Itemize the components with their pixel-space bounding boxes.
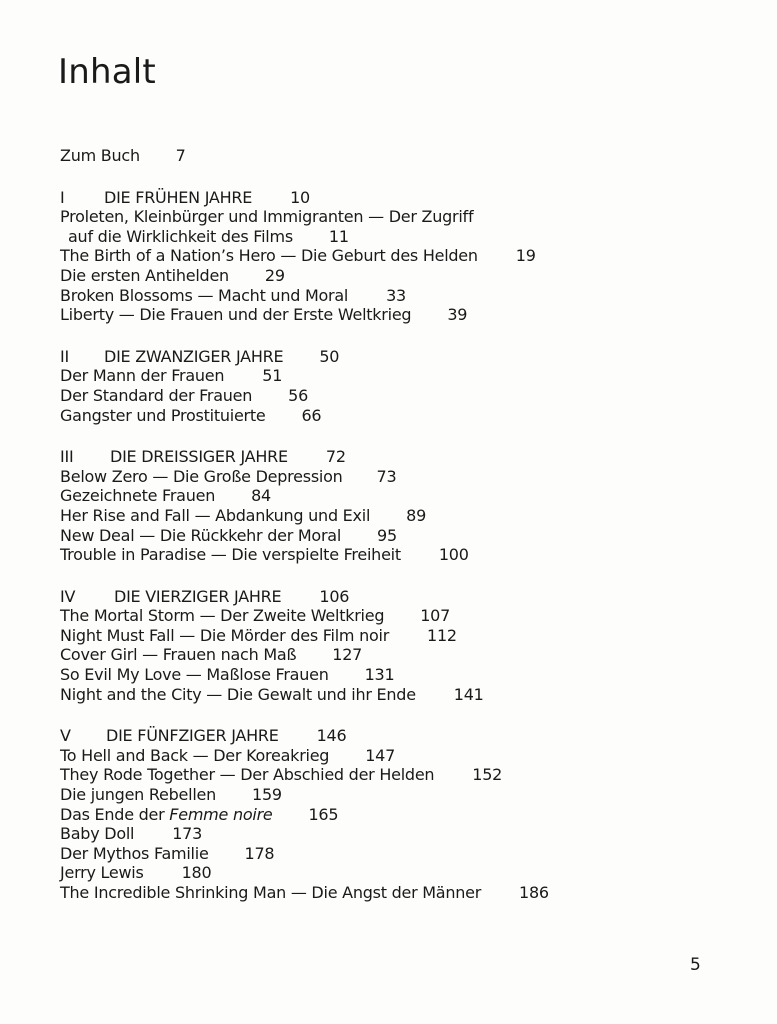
section-title: DIE FÜNFZIGER JAHRE bbox=[106, 726, 279, 746]
toc-section-heading bbox=[60, 347, 760, 367]
toc-entry-page: 186 bbox=[519, 883, 549, 902]
toc-entry bbox=[60, 406, 760, 426]
toc-entry bbox=[60, 286, 760, 306]
toc-entry-label: Gezeichnete Frauen bbox=[60, 486, 216, 506]
toc-entry-label-italic: Femme noire bbox=[169, 804, 273, 824]
section-title: DIE DREISSIGER JAHRE bbox=[110, 447, 288, 467]
section-page: 72 bbox=[325, 447, 346, 467]
toc-entry bbox=[60, 305, 760, 325]
toc-entry bbox=[60, 746, 760, 766]
toc-entry bbox=[60, 545, 760, 565]
toc-entry-label: The Incredible Shrinking Man — Die Angst der Männer bbox=[60, 883, 482, 902]
toc-entry-page: 165 bbox=[308, 804, 339, 824]
section-number: V bbox=[60, 726, 71, 746]
toc-entry bbox=[60, 467, 760, 487]
toc-entry-label: Baby Doll bbox=[60, 824, 135, 844]
toc-entry-page: 112 bbox=[427, 625, 457, 645]
section-number: III bbox=[60, 447, 74, 467]
toc-entry-label: Her Rise and Fall — Abdankung und Exil bbox=[60, 505, 371, 525]
toc-entry-page: 73 bbox=[376, 466, 397, 486]
toc-entry-label: The Birth of a Nation’s Hero — Die Geburt des Helden bbox=[60, 246, 478, 266]
toc-entry-page: 100 bbox=[438, 545, 469, 565]
toc-section-heading bbox=[60, 447, 760, 467]
toc-entry-label: Der Standard der Frauen bbox=[60, 385, 253, 405]
toc-entry bbox=[60, 765, 760, 785]
section-page: 10 bbox=[290, 187, 310, 207]
toc-entry-label: Zum Buch bbox=[60, 146, 140, 165]
toc-entry-label: Proleten, Kleinbürger und Immigranten — Der Zugriff bbox=[60, 207, 474, 227]
toc-entry-page: 178 bbox=[244, 843, 275, 863]
toc-entry-label: Cover Girl — Frauen nach Maß bbox=[60, 645, 297, 665]
toc-entry bbox=[60, 506, 760, 526]
toc-entry bbox=[60, 606, 760, 626]
toc-entry-label: Die ersten Antihelden bbox=[60, 265, 229, 285]
toc-entry-page: 89 bbox=[406, 505, 427, 525]
toc-entry-page: 39 bbox=[447, 305, 468, 325]
toc-entry-page: 66 bbox=[301, 405, 322, 425]
toc-entry-page: 84 bbox=[251, 486, 271, 506]
toc-entry-label: auf die Wirklichkeit des Films bbox=[68, 226, 293, 246]
toc-entry-page: 51 bbox=[262, 366, 283, 386]
section-title: DIE VIERZIGER JAHRE bbox=[114, 586, 282, 606]
toc-entry bbox=[60, 645, 760, 665]
toc-entry bbox=[60, 863, 760, 883]
toc-entry bbox=[60, 366, 760, 386]
toc-section-heading bbox=[60, 188, 760, 208]
section-number: IV bbox=[60, 586, 76, 606]
toc-entry-page: 19 bbox=[515, 246, 536, 266]
toc-entry bbox=[60, 665, 760, 685]
toc-entry-label: New Deal — Die Rückkehr der Moral bbox=[60, 525, 342, 545]
toc-entry-label: Trouble in Paradise — Die verspielte Freiheit bbox=[60, 545, 401, 565]
page-number: 5 bbox=[690, 955, 701, 975]
toc-entry-label: Liberty — Die Frauen und der Erste Weltkrieg bbox=[60, 305, 412, 325]
toc-entry-page: 107 bbox=[420, 606, 451, 626]
toc-entry-label: So Evil My Love — Maßlose Frauen bbox=[60, 665, 329, 685]
toc-entry-page: 131 bbox=[364, 665, 395, 685]
toc-entry-label: Das Ende der bbox=[60, 804, 170, 824]
toc-entry-label: Night Must Fall — Die Mörder des Film noir bbox=[60, 625, 390, 645]
section-number: I bbox=[60, 187, 65, 207]
toc-entry-page: 33 bbox=[386, 285, 406, 305]
toc-entry-label: Night and the City — Die Gewalt und ihr Ende bbox=[60, 684, 416, 704]
toc-entry-label: They Rode Together — Der Abschied der Helden bbox=[60, 765, 435, 785]
toc-entry-label: The Mortal Storm — Der Zweite Weltkrieg bbox=[60, 606, 385, 626]
toc-entry bbox=[60, 844, 760, 864]
toc-entry-page: 147 bbox=[365, 745, 396, 765]
toc-section-heading bbox=[60, 587, 760, 607]
toc-section-heading bbox=[60, 726, 760, 746]
page-title: Inhalt bbox=[58, 52, 156, 92]
section-page: 106 bbox=[319, 586, 350, 606]
toc-entry-label: Der Mythos Familie bbox=[60, 843, 209, 863]
toc-entry-page: 173 bbox=[172, 824, 203, 844]
toc-entry-label: Gangster und Prostituierte bbox=[60, 405, 266, 425]
toc-entry bbox=[60, 207, 760, 227]
toc-entry bbox=[60, 486, 760, 506]
section-title: DIE FRÜHEN JAHRE bbox=[104, 187, 253, 207]
toc-entry bbox=[60, 785, 760, 805]
toc-entry bbox=[60, 824, 760, 844]
section-page: 146 bbox=[316, 726, 347, 746]
toc-entry bbox=[60, 386, 760, 406]
toc-entry bbox=[60, 227, 760, 247]
toc-entry bbox=[60, 805, 760, 825]
toc-entry-label: To Hell and Back — Der Koreakrieg bbox=[60, 745, 330, 765]
section-page: 50 bbox=[319, 346, 340, 366]
toc-entry-label: Broken Blossoms — Macht und Moral bbox=[60, 285, 349, 305]
toc-entry bbox=[60, 266, 760, 286]
toc-entry-intro bbox=[60, 146, 760, 166]
toc-entry-page: 7 bbox=[175, 146, 186, 165]
toc-entry-page: 180 bbox=[181, 863, 212, 883]
toc-entry bbox=[60, 685, 760, 705]
toc-entry-page: 29 bbox=[264, 265, 285, 285]
toc-entry-page: 11 bbox=[328, 226, 349, 246]
toc-entry bbox=[60, 883, 760, 903]
table-of-contents bbox=[60, 146, 760, 903]
toc-entry-label: Der Mann der Frauen bbox=[60, 366, 225, 386]
toc-entry bbox=[60, 626, 760, 646]
toc-entry bbox=[60, 526, 760, 546]
toc-entry-page: 141 bbox=[453, 684, 484, 704]
section-title: DIE ZWANZIGER JAHRE bbox=[104, 346, 284, 366]
toc-entry-page: 152 bbox=[472, 765, 503, 785]
toc-entry-page: 56 bbox=[288, 385, 309, 405]
toc-entry-page: 95 bbox=[377, 525, 397, 545]
toc-entry-label: Die jungen Rebellen bbox=[60, 785, 217, 805]
toc-entry-label: Jerry Lewis bbox=[60, 863, 144, 883]
toc-entry-page: 127 bbox=[332, 645, 363, 665]
toc-entry-page: 159 bbox=[252, 785, 282, 805]
toc-entry bbox=[60, 246, 760, 266]
toc-entry-label: Below Zero — Die Große Depression bbox=[60, 466, 343, 486]
section-number: II bbox=[60, 346, 69, 366]
